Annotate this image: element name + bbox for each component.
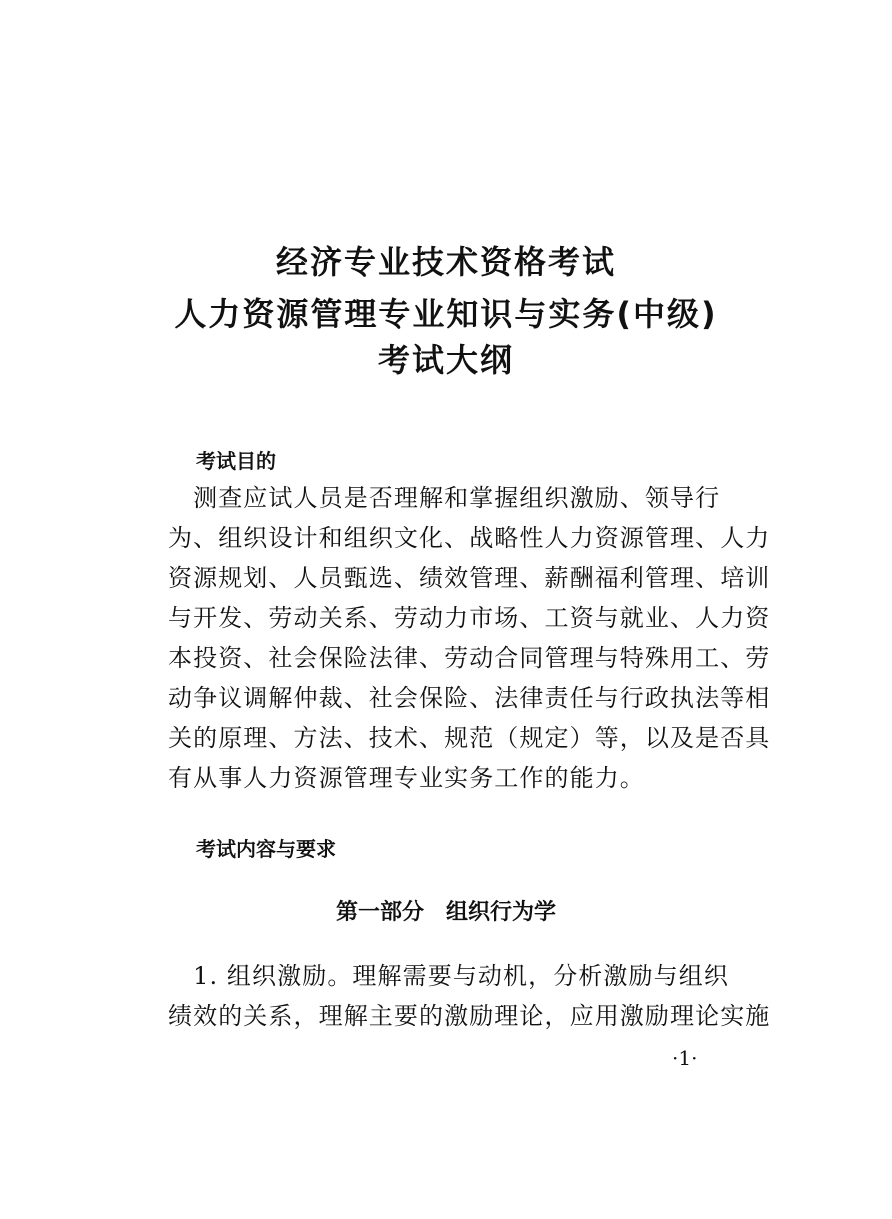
part-title [0,898,892,928]
part-name: 组织行为学 [446,900,557,925]
purpose-paragraph [168,478,771,798]
document-title-line-3: 考试大纲 [377,341,514,379]
paragraph-line: 为、组织设计和组织文化、战略性人力资源管理、人力 [168,524,771,552]
document-title-line-2: 人力资源管理专业知识与实务(中级) [174,295,718,333]
paragraph-line: 本投资、社会保险法律、劳动合同管理与特殊用工、劳 [168,644,771,672]
item-1-paragraph [168,956,771,1036]
section-heading-content: 考试内容与要求 [196,837,336,861]
part-label: 第一部分 [335,900,424,925]
section-heading-purpose: 考试目的 [196,449,276,473]
page-number: ·1· [672,1046,698,1070]
paragraph-line: 绩效的关系，理解主要的激励理论，应用激励理论实施 [168,1002,771,1030]
paragraph-line: 资源规划、人员甄选、绩效管理、薪酬福利管理、培训 [168,564,771,592]
paragraph-line: 关的原理、方法、技术、规范（规定）等，以及是否具 [168,724,771,752]
paragraph-line: 测查应试人员是否理解和掌握组织激励、领导行 [168,484,721,512]
paragraph-line: 动争议调解仲裁、社会保险、法律责任与行政执法等相 [168,684,771,712]
paragraph-line: 有从事人力资源管理专业实务工作的能力。 [168,764,645,792]
paragraph-line: 1. 组织激励。理解需要与动机，分析激励与组织 [168,962,729,990]
paragraph-line: 与开发、劳动关系、劳动力市场、工资与就业、人力资 [168,604,771,632]
document-title-line-1: 经济专业技术资格考试 [275,243,616,281]
